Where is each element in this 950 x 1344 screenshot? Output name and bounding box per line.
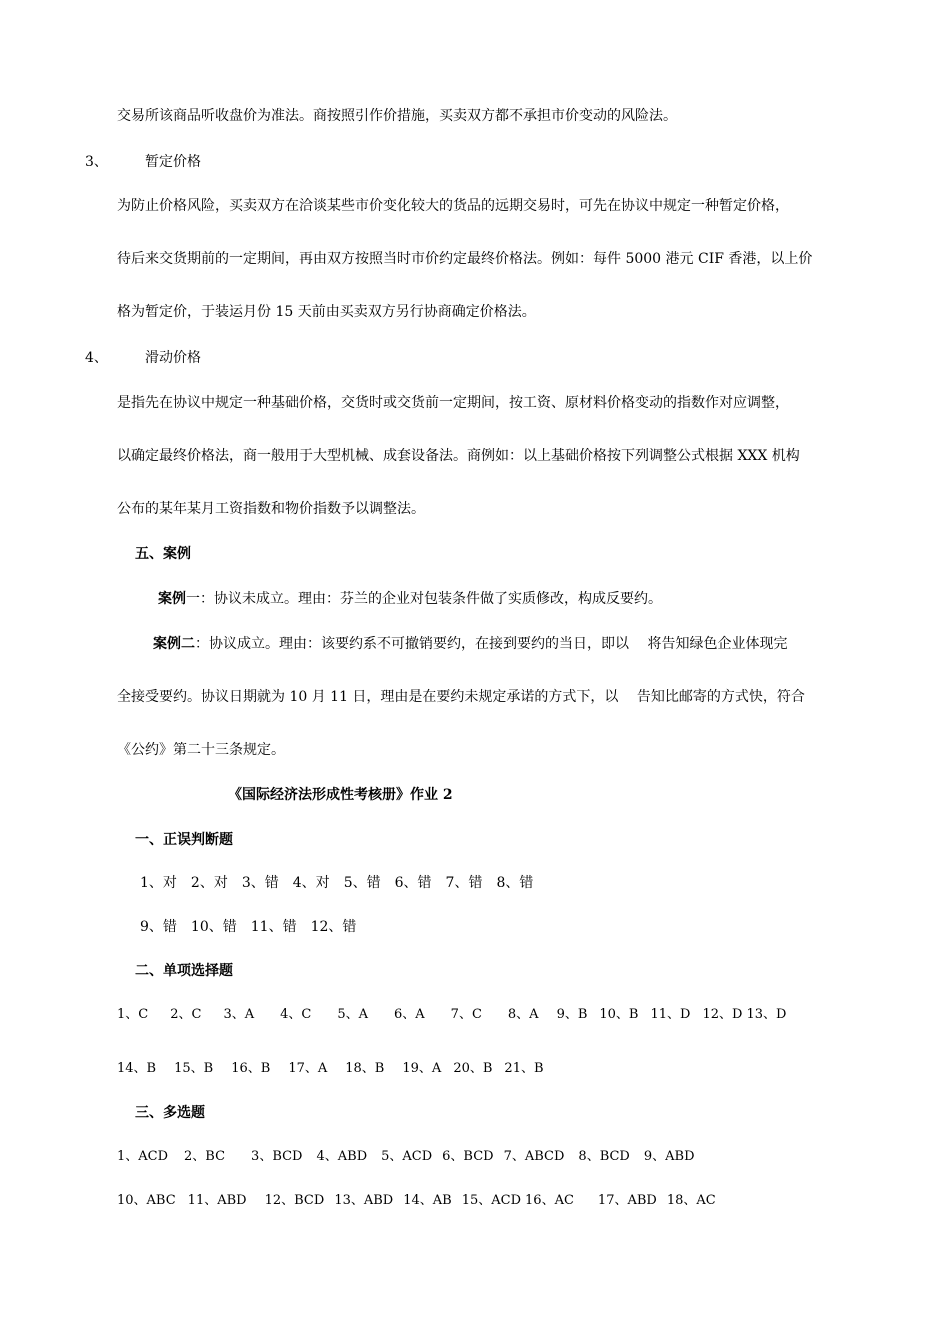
- paragraph-line: 公布的某年某月工资指数和物价指数予以调整法。: [117, 501, 425, 517]
- section-heading: 一、正误判断题: [135, 832, 233, 848]
- paragraph-line: 格为暂定价，于装运月份 15 天前由买卖双方另行协商确定价格法。: [117, 304, 536, 320]
- answer: 18、B: [345, 1061, 385, 1076]
- paragraph-line: 是指先在协议中规定一种基础价格，交货时或交货前一定期间，按工资、原材料价格变动的指数作对应调整，: [117, 395, 789, 411]
- list-number: 3、: [85, 154, 108, 170]
- answer: 3、A: [223, 1007, 255, 1022]
- case-label: 案例二: [153, 636, 195, 652]
- answer: 8、BCD: [578, 1149, 630, 1164]
- answer: 18、AC: [666, 1193, 716, 1208]
- answer: 1、对: [140, 875, 177, 891]
- list-number: 4、: [85, 350, 108, 366]
- answer-row-multi-2: [117, 1191, 716, 1211]
- case-2: [153, 634, 787, 654]
- answer: 7、错: [445, 875, 483, 891]
- paragraph-line: 为防止价格风险，买卖双方在洽谈某些市价变化较大的货品的远期交易时，可先在协议中规定一种暂定价格，: [117, 198, 789, 214]
- paragraph-line: 待后来交货期前的一定期间，再由双方按照当时市价约定最终价格法。例如：每件 5000 港元 CIF 香港，以上价: [117, 251, 813, 267]
- answer: 17、A: [288, 1061, 328, 1076]
- answer: 4、对: [292, 875, 330, 891]
- paragraph-line: 全接受要约。协议日期就为 10 月 11 日，理由是在要约未规定承诺的方式下，以 告知比邮寄的方式快，符合: [117, 689, 805, 705]
- section-heading: 五、案例: [135, 546, 191, 562]
- answer: 8、错: [496, 875, 534, 891]
- answer: 10、错: [190, 919, 237, 935]
- case-text: 一：协议未成立。理由：芬兰的企业对包装条件做了实质修改，构成反要约。: [186, 591, 662, 607]
- answer: 3、错: [241, 875, 279, 891]
- answer: 15、ACD: [461, 1193, 522, 1208]
- list-item-title: 滑动价格: [145, 350, 201, 366]
- answer: 1、ACD: [117, 1149, 169, 1164]
- answer: 6、A: [394, 1007, 425, 1022]
- answer: 16、AC: [525, 1193, 574, 1208]
- answer: 15、B: [174, 1061, 214, 1076]
- answer: 14、AB: [403, 1193, 452, 1208]
- section-heading: 二、单项选择题: [135, 963, 233, 979]
- paragraph-line: 交易所该商品听收盘价为准法。商按照引作价措施，买卖双方都不承担市价变动的风险法。: [117, 108, 677, 124]
- answer-row-tf-1: [140, 873, 547, 893]
- answer: 12、BCD: [264, 1193, 325, 1208]
- answer-row-tf-2: [140, 917, 370, 937]
- answer: 2、C: [170, 1007, 202, 1022]
- answer: 13、ABD: [334, 1193, 394, 1208]
- answer: 12、错: [310, 919, 357, 935]
- answer: 11、错: [250, 919, 297, 935]
- answer: 5、A: [337, 1007, 368, 1022]
- answer-row-single-1: [117, 1005, 786, 1025]
- answer: 13、D: [746, 1007, 787, 1022]
- answer: 14、B: [117, 1061, 157, 1076]
- list-item-title: 暂定价格: [145, 154, 201, 170]
- answer: 21、B: [504, 1061, 544, 1076]
- answer: 5、错: [343, 875, 381, 891]
- paragraph-line: 以确定最终价格法，商一般用于大型机械、成套设备法。商例如：以上基础价格按下列调整公式根据 XXX 机构: [117, 448, 800, 464]
- answer: 4、ABD: [316, 1149, 368, 1164]
- paragraph-line: 《公约》第二十三条规定。: [117, 742, 285, 758]
- answer: 20、B: [453, 1061, 493, 1076]
- answer: 8、A: [507, 1007, 539, 1022]
- answer-row-single-2: [117, 1059, 544, 1079]
- answer: 2、BC: [184, 1149, 226, 1164]
- answer: 16、B: [231, 1061, 271, 1076]
- answer: 10、ABC: [117, 1193, 176, 1208]
- answer: 5、ACD: [381, 1149, 433, 1164]
- answer: 6、错: [394, 875, 432, 891]
- answer: 11、ABD: [187, 1193, 247, 1208]
- answer: 1、C: [117, 1007, 149, 1022]
- case-1: [158, 589, 662, 609]
- case-text: ：协议成立。理由：该要约系不可撤销要约，在接到要约的当日，即以 将告知绿色企业体现完: [195, 636, 788, 652]
- section-heading: 三、多选题: [135, 1105, 205, 1121]
- answer: 12、D: [702, 1007, 743, 1022]
- answer-row-multi-1: [117, 1147, 695, 1167]
- answer: 6、BCD: [442, 1149, 494, 1164]
- answer: 7、C: [450, 1007, 482, 1022]
- answer: 9、ABD: [643, 1149, 695, 1164]
- answer: 9、B: [556, 1007, 588, 1022]
- answer: 9、错: [140, 919, 177, 935]
- homework-title: 《国际经济法形成性考核册》作业 2: [228, 787, 453, 803]
- answer: 11、D: [650, 1007, 691, 1022]
- answer: 17、ABD: [597, 1193, 657, 1208]
- answer: 4、C: [280, 1007, 312, 1022]
- case-label: 案例: [158, 591, 186, 607]
- answer: 7、ABCD: [503, 1149, 565, 1164]
- answer: 10、B: [599, 1007, 639, 1022]
- answer: 19、A: [402, 1061, 442, 1076]
- answer: 2、对: [190, 875, 228, 891]
- answer: 3、BCD: [251, 1149, 303, 1164]
